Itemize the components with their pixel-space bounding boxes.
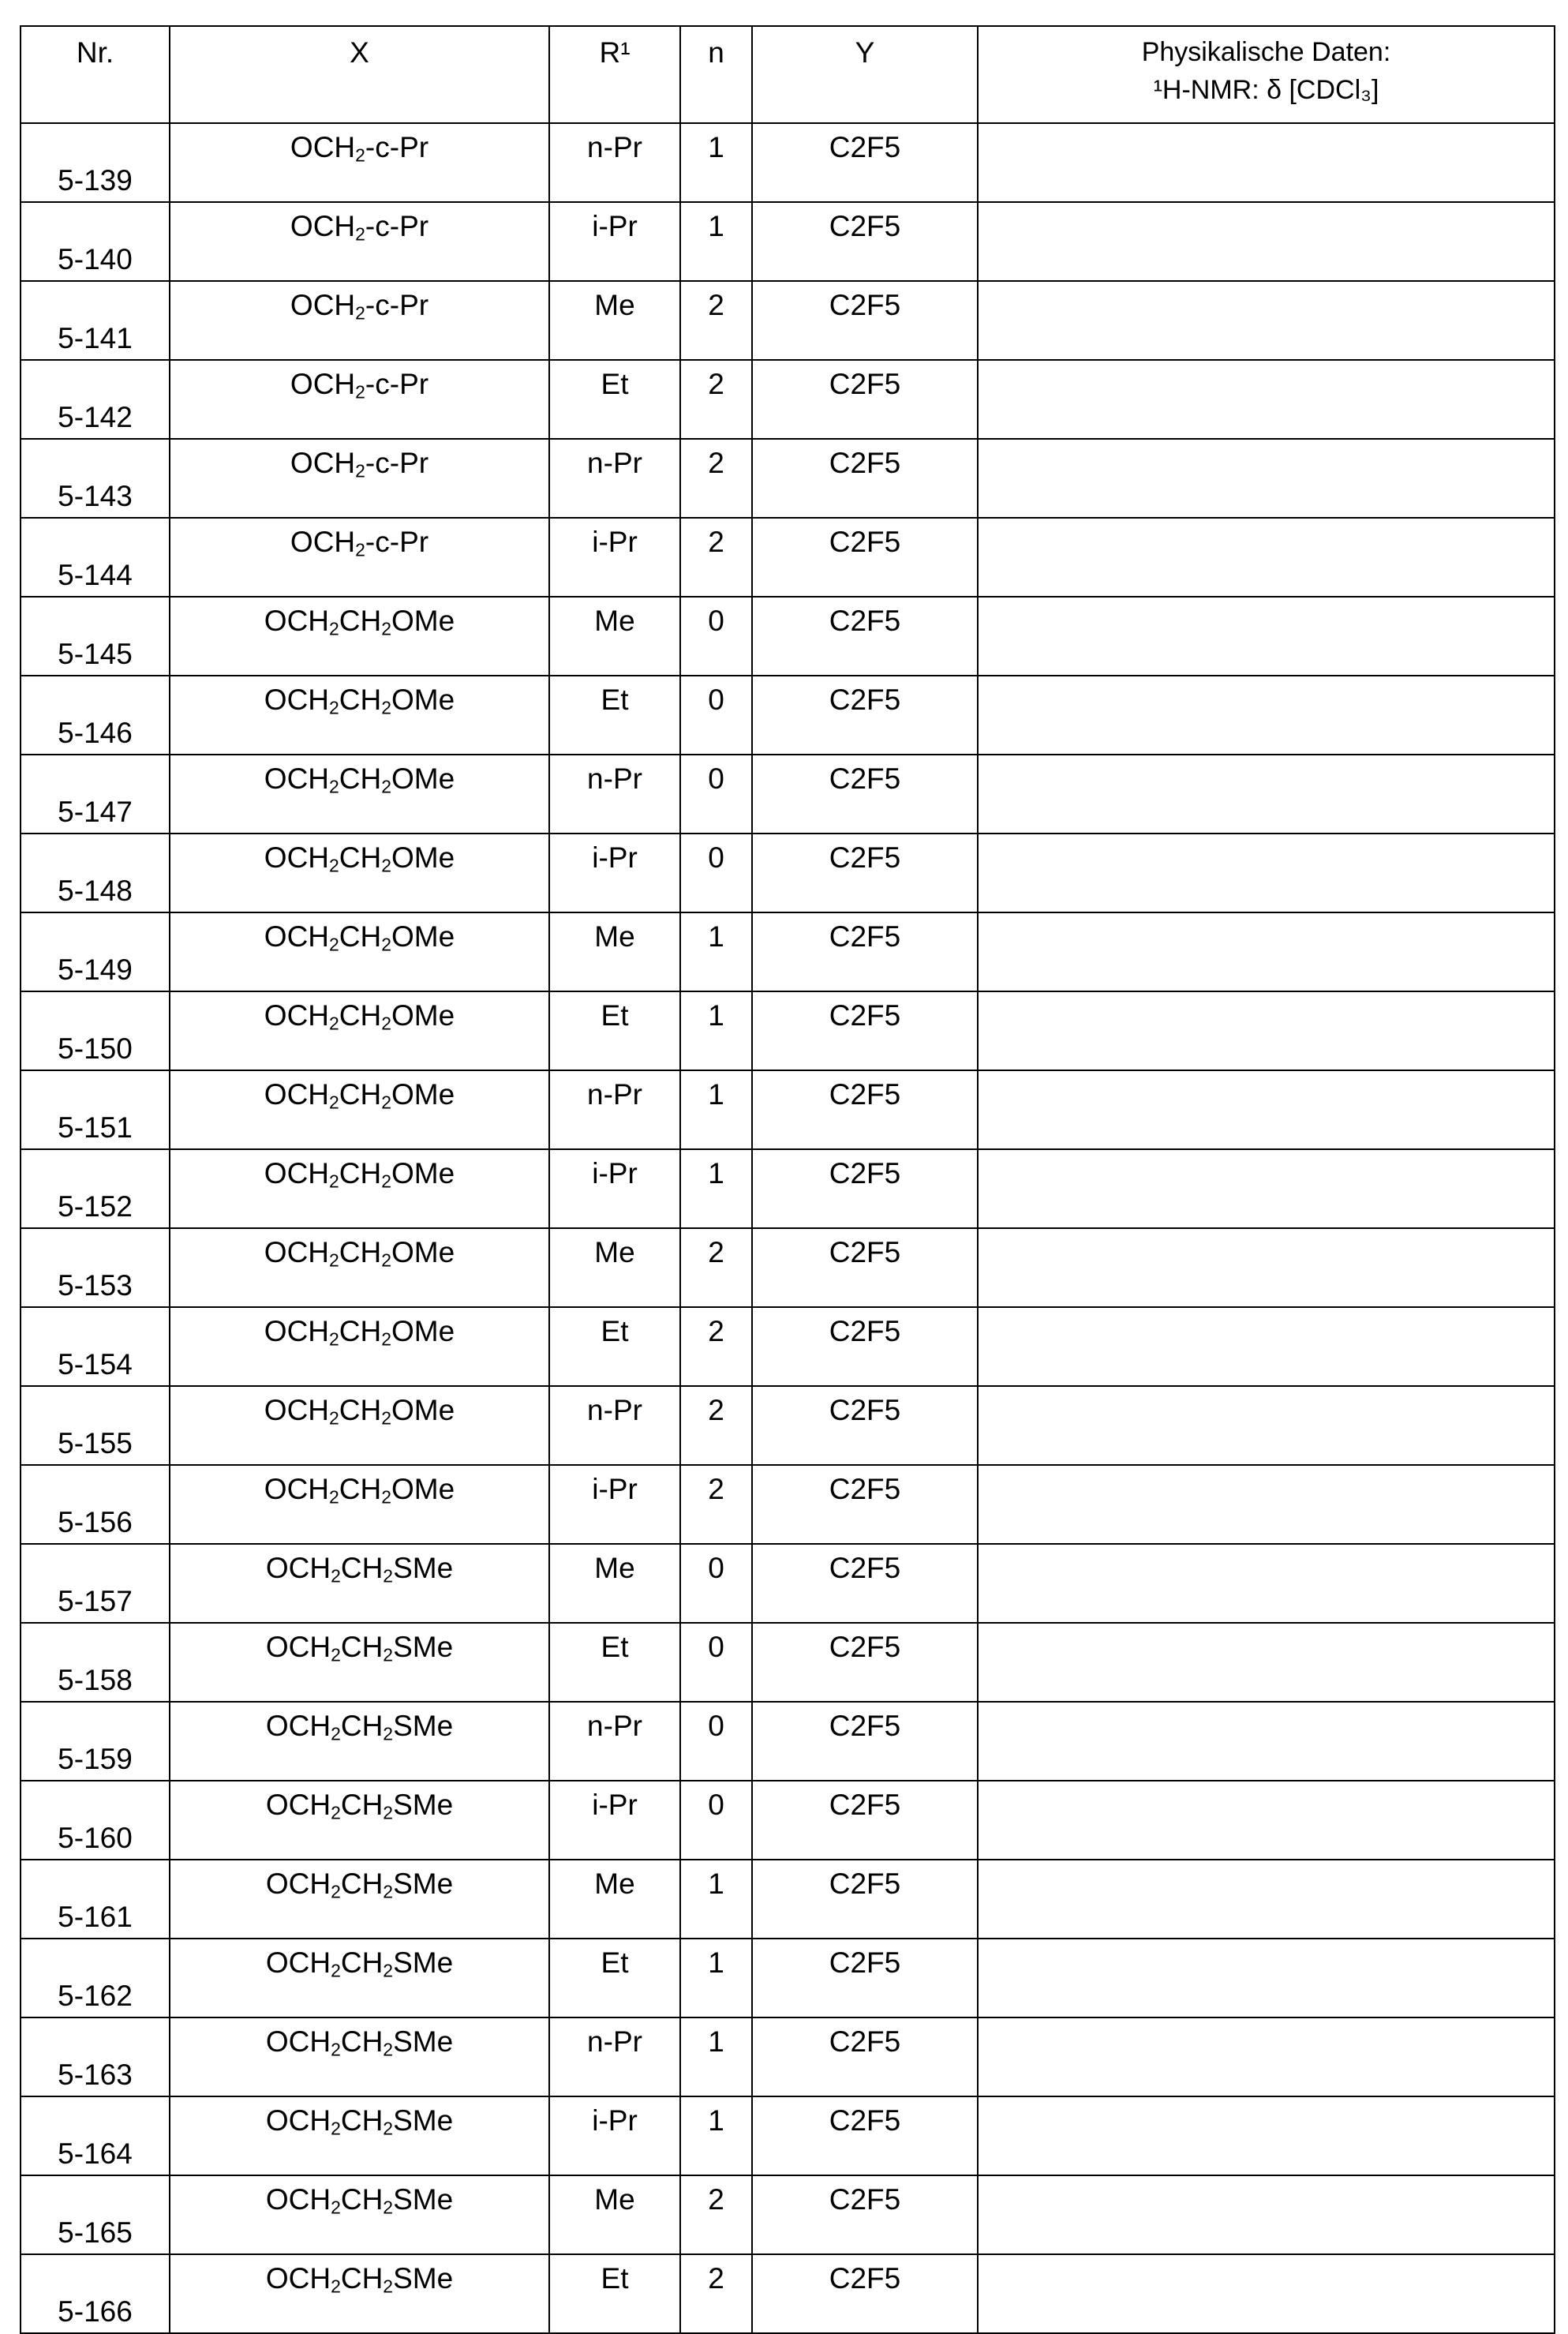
cell-r1: Et: [549, 1307, 680, 1386]
cell-nr: 5-140: [21, 202, 170, 281]
cell-r1: Et: [549, 676, 680, 755]
cell-r1: i-Pr: [549, 2096, 680, 2175]
cell-physical-data: [978, 1465, 1555, 1544]
cell-nr: 5-154: [21, 1307, 170, 1386]
table-row: [21, 912, 1555, 991]
cell-n: 1: [680, 123, 752, 202]
table-row: [21, 1070, 1555, 1149]
cell-r1: Et: [549, 2254, 680, 2333]
cell-nr: 5-146: [21, 676, 170, 755]
cell-n: 2: [680, 281, 752, 360]
cell-n: 2: [680, 2254, 752, 2333]
cell-n: 0: [680, 1781, 752, 1860]
cell-x: OCH2-c-Pr: [170, 360, 549, 439]
cell-nr: 5-164: [21, 2096, 170, 2175]
cell-physical-data: [978, 281, 1555, 360]
cell-r1: Me: [549, 1544, 680, 1623]
cell-physical-data: [978, 1386, 1555, 1465]
cell-x: OCH2CH2SMe: [170, 1860, 549, 1939]
table-row: [21, 1386, 1555, 1465]
cell-y: C2F5: [752, 755, 978, 834]
cell-physical-data: [978, 439, 1555, 518]
table-row: [21, 1465, 1555, 1544]
cell-y: C2F5: [752, 676, 978, 755]
cell-r1: Me: [549, 597, 680, 676]
table-row: [21, 597, 1555, 676]
cell-physical-data: [978, 2254, 1555, 2333]
cell-n: 1: [680, 2096, 752, 2175]
cell-x: OCH2CH2OMe: [170, 1386, 549, 1465]
header-physical-data: [978, 26, 1555, 123]
cell-n: 0: [680, 676, 752, 755]
cell-x: OCH2CH2SMe: [170, 2175, 549, 2254]
cell-x: OCH2CH2OMe: [170, 1149, 549, 1228]
cell-n: 1: [680, 912, 752, 991]
table-row: [21, 755, 1555, 834]
cell-physical-data: [978, 834, 1555, 912]
cell-nr: 5-160: [21, 1781, 170, 1860]
cell-physical-data: [978, 755, 1555, 834]
cell-n: 0: [680, 1702, 752, 1781]
cell-y: C2F5: [752, 1149, 978, 1228]
cell-nr: 5-161: [21, 1860, 170, 1939]
cell-x: OCH2CH2OMe: [170, 676, 549, 755]
cell-x: OCH2CH2SMe: [170, 2017, 549, 2096]
cell-nr: 5-143: [21, 439, 170, 518]
cell-physical-data: [978, 123, 1555, 202]
cell-y: C2F5: [752, 912, 978, 991]
cell-y: C2F5: [752, 2175, 978, 2254]
cell-physical-data: [978, 991, 1555, 1070]
cell-n: 1: [680, 202, 752, 281]
cell-y: C2F5: [752, 2017, 978, 2096]
cell-physical-data: [978, 360, 1555, 439]
cell-n: 0: [680, 1623, 752, 1702]
cell-nr: 5-148: [21, 834, 170, 912]
cell-y: C2F5: [752, 2096, 978, 2175]
cell-nr: 5-142: [21, 360, 170, 439]
cell-x: OCH2-c-Pr: [170, 281, 549, 360]
cell-x: OCH2CH2SMe: [170, 2254, 549, 2333]
cell-nr: 5-165: [21, 2175, 170, 2254]
cell-physical-data: [978, 1149, 1555, 1228]
cell-y: C2F5: [752, 834, 978, 912]
cell-r1: n-Pr: [549, 439, 680, 518]
cell-n: 2: [680, 518, 752, 597]
table-row: [21, 123, 1555, 202]
cell-x: OCH2CH2SMe: [170, 1623, 549, 1702]
cell-r1: n-Pr: [549, 1386, 680, 1465]
cell-nr: 5-155: [21, 1386, 170, 1465]
cell-y: C2F5: [752, 202, 978, 281]
cell-nr: 5-139: [21, 123, 170, 202]
cell-physical-data: [978, 1307, 1555, 1386]
cell-physical-data: [978, 518, 1555, 597]
cell-y: C2F5: [752, 1623, 978, 1702]
table-row: [21, 991, 1555, 1070]
table-body: [21, 123, 1555, 2333]
table-row: [21, 2175, 1555, 2254]
cell-physical-data: [978, 202, 1555, 281]
cell-r1: i-Pr: [549, 518, 680, 597]
header-x: X: [170, 26, 549, 123]
cell-n: 2: [680, 1228, 752, 1307]
cell-physical-data: [978, 597, 1555, 676]
table-row: [21, 439, 1555, 518]
cell-nr: 5-153: [21, 1228, 170, 1307]
cell-y: C2F5: [752, 991, 978, 1070]
cell-y: C2F5: [752, 597, 978, 676]
cell-x: OCH2CH2OMe: [170, 1228, 549, 1307]
cell-r1: n-Pr: [549, 2017, 680, 2096]
cell-y: C2F5: [752, 1386, 978, 1465]
cell-r1: Me: [549, 912, 680, 991]
cell-y: C2F5: [752, 1307, 978, 1386]
table-row: [21, 1544, 1555, 1623]
cell-physical-data: [978, 2096, 1555, 2175]
cell-x: OCH2CH2OMe: [170, 597, 549, 676]
cell-x: OCH2-c-Pr: [170, 518, 549, 597]
table-row: [21, 1228, 1555, 1307]
header-nr: Nr.: [21, 26, 170, 123]
table-row: [21, 202, 1555, 281]
cell-n: 1: [680, 1939, 752, 2017]
cell-r1: Et: [549, 1623, 680, 1702]
cell-n: 0: [680, 1544, 752, 1623]
table-row: [21, 360, 1555, 439]
cell-physical-data: [978, 1702, 1555, 1781]
cell-physical-data: [978, 912, 1555, 991]
cell-r1: n-Pr: [549, 755, 680, 834]
cell-y: C2F5: [752, 1781, 978, 1860]
cell-y: C2F5: [752, 1702, 978, 1781]
cell-r1: i-Pr: [549, 1781, 680, 1860]
table-row: [21, 1860, 1555, 1939]
cell-x: OCH2CH2OMe: [170, 991, 549, 1070]
cell-x: OCH2CH2OMe: [170, 1465, 549, 1544]
cell-r1: n-Pr: [549, 1702, 680, 1781]
cell-r1: i-Pr: [549, 834, 680, 912]
header-n: n: [680, 26, 752, 123]
cell-nr: 5-152: [21, 1149, 170, 1228]
cell-nr: 5-166: [21, 2254, 170, 2333]
cell-y: C2F5: [752, 281, 978, 360]
cell-nr: 5-150: [21, 991, 170, 1070]
cell-n: 1: [680, 991, 752, 1070]
cell-n: 2: [680, 1465, 752, 1544]
cell-x: OCH2CH2OMe: [170, 1307, 549, 1386]
cell-r1: Me: [549, 1228, 680, 1307]
cell-physical-data: [978, 1228, 1555, 1307]
cell-physical-data: [978, 2175, 1555, 2254]
cell-nr: 5-159: [21, 1702, 170, 1781]
cell-r1: n-Pr: [549, 123, 680, 202]
table-row: [21, 1307, 1555, 1386]
cell-nr: 5-147: [21, 755, 170, 834]
cell-nr: 5-162: [21, 1939, 170, 2017]
cell-y: C2F5: [752, 1228, 978, 1307]
cell-physical-data: [978, 1939, 1555, 2017]
cell-y: C2F5: [752, 1544, 978, 1623]
table-row: [21, 281, 1555, 360]
cell-x: OCH2CH2OMe: [170, 834, 549, 912]
cell-nr: 5-145: [21, 597, 170, 676]
cell-r1: Me: [549, 1860, 680, 1939]
cell-r1: Et: [549, 360, 680, 439]
cell-physical-data: [978, 1623, 1555, 1702]
cell-x: OCH2CH2SMe: [170, 2096, 549, 2175]
cell-x: OCH2CH2OMe: [170, 1070, 549, 1149]
cell-r1: i-Pr: [549, 1465, 680, 1544]
cell-n: 0: [680, 597, 752, 676]
cell-x: OCH2CH2SMe: [170, 1702, 549, 1781]
cell-physical-data: [978, 1544, 1555, 1623]
table-row: [21, 1939, 1555, 2017]
cell-n: 2: [680, 360, 752, 439]
cell-x: OCH2CH2OMe: [170, 912, 549, 991]
cell-y: C2F5: [752, 1465, 978, 1544]
cell-x: OCH2CH2SMe: [170, 1781, 549, 1860]
cell-physical-data: [978, 1860, 1555, 1939]
cell-y: C2F5: [752, 439, 978, 518]
cell-nr: 5-156: [21, 1465, 170, 1544]
cell-x: OCH2CH2OMe: [170, 755, 549, 834]
cell-nr: 5-149: [21, 912, 170, 991]
cell-n: 1: [680, 1070, 752, 1149]
cell-n: 2: [680, 2175, 752, 2254]
cell-x: OCH2-c-Pr: [170, 202, 549, 281]
cell-n: 2: [680, 1307, 752, 1386]
header-physical-data-line2: ¹H-NMR: δ [CDCl₃]: [979, 71, 1554, 109]
cell-nr: 5-141: [21, 281, 170, 360]
cell-physical-data: [978, 2017, 1555, 2096]
cell-n: 1: [680, 2017, 752, 2096]
table-row: [21, 1702, 1555, 1781]
table-row: [21, 676, 1555, 755]
cell-y: C2F5: [752, 1860, 978, 1939]
header-physical-data-line1: Physikalische Daten:: [979, 33, 1554, 71]
cell-x: OCH2-c-Pr: [170, 439, 549, 518]
cell-x: OCH2-c-Pr: [170, 123, 549, 202]
cell-nr: 5-144: [21, 518, 170, 597]
table-row: [21, 1149, 1555, 1228]
cell-r1: Et: [549, 1939, 680, 2017]
cell-physical-data: [978, 1070, 1555, 1149]
cell-r1: Me: [549, 2175, 680, 2254]
table-row: [21, 834, 1555, 912]
table-header: [21, 26, 1555, 123]
header-y: Y: [752, 26, 978, 123]
cell-r1: Me: [549, 281, 680, 360]
table-row: [21, 518, 1555, 597]
cell-n: 1: [680, 1149, 752, 1228]
cell-x: OCH2CH2SMe: [170, 1544, 549, 1623]
header-r1: R¹: [549, 26, 680, 123]
cell-y: C2F5: [752, 1070, 978, 1149]
table-row: [21, 1781, 1555, 1860]
cell-n: 2: [680, 439, 752, 518]
cell-r1: Et: [549, 991, 680, 1070]
cell-r1: n-Pr: [549, 1070, 680, 1149]
cell-y: C2F5: [752, 1939, 978, 2017]
table-row: [21, 2254, 1555, 2333]
cell-nr: 5-151: [21, 1070, 170, 1149]
cell-physical-data: [978, 676, 1555, 755]
cell-nr: 5-163: [21, 2017, 170, 2096]
cell-r1: i-Pr: [549, 1149, 680, 1228]
compound-table: [20, 25, 1555, 2334]
table-row: [21, 2017, 1555, 2096]
cell-y: C2F5: [752, 123, 978, 202]
cell-y: C2F5: [752, 2254, 978, 2333]
table-row: [21, 1623, 1555, 1702]
cell-physical-data: [978, 1781, 1555, 1860]
cell-n: 2: [680, 1386, 752, 1465]
cell-x: OCH2CH2SMe: [170, 1939, 549, 2017]
cell-y: C2F5: [752, 360, 978, 439]
cell-n: 1: [680, 1860, 752, 1939]
cell-nr: 5-158: [21, 1623, 170, 1702]
table-row: [21, 2096, 1555, 2175]
cell-nr: 5-157: [21, 1544, 170, 1623]
cell-n: 0: [680, 834, 752, 912]
cell-r1: i-Pr: [549, 202, 680, 281]
cell-y: C2F5: [752, 518, 978, 597]
cell-n: 0: [680, 755, 752, 834]
